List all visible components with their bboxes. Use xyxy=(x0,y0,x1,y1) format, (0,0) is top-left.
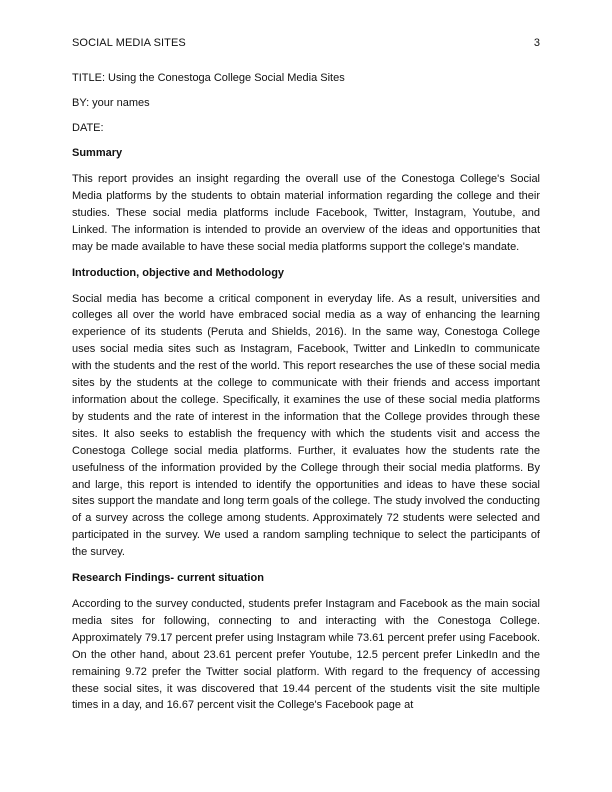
research-findings-paragraph: According to the survey conducted, students prefer Instagram and Facebook as the main social media sites for following, connecting to and interacting with the Conestoga College. Approximately 79.17 percent prefer using Instagram while 73.61 percent prefer using Facebook. On the other hand, about 23.61 percent prefer Youtube, 12.5 percent prefer LinkedIn and the remaining 9.72 prefer the Twitter social platform. With regard to the frequency of accessing these social sites, it was discovered that 19.44 percent of the students visit the site multiple times in a day, and 16.67 percent visit the College's Facebook page at xyxy=(72,598,540,712)
summary-paragraph: This report provides an insight regarding the overall use of the Conestoga College's Social Media platforms by the students to obtain material information regarding the college and their studies. These social media platforms include Facebook, Twitter, Instagram, Youtube, and Linked. The information is intended to provide an overview of the ideas and opportunities that may be made available to have these social media platforms support the college's mandate. xyxy=(72,173,540,253)
date-line: DATE: xyxy=(72,122,104,134)
page-number: 3 xyxy=(533,37,540,49)
summary-heading: Summary xyxy=(72,147,123,159)
introduction-paragraph: Social media has become a critical component in everyday life. As a result, universities and colleges all over the world have embraced social media as a way of enhancing the learning experience of its students (Peruta and Shields, 2016). In the same way, Conestoga College uses social media sites such as Instagram, Facebook, Twitter and LinkedIn to communicate with the students and the rest of the world. This report researches the use of these social media sites by the students at the college to communicate with their friends and access important information about the college. Specifically, it examines the use of these social media platforms by students and the rate of interest in the information that the College provides through these sites. It also seeks to establish the frequency with which the students visit and access the Conestoga College social media platforms. Further, it evaluates how the students rate the usefulness of the information provided by the College through their social media platforms. By and large, this report is intended to identify the opportunities and ideas to have these social sites support the mandate and long term goals of the college. The study involved the conducting of a survey across the college among students. Approximately 72 students were selected and participated in the survey. We used a random sampling technique to select the participants of the survey. xyxy=(72,292,540,559)
research-findings-heading: Research Findings- current situation xyxy=(72,572,264,585)
running-head: SOCIAL MEDIA SITES xyxy=(72,37,186,49)
document-body xyxy=(72,71,540,722)
introduction-heading: Introduction, objective and Methodology xyxy=(72,266,285,279)
title-line: TITLE: Using the Conestoga College Social Media Sites xyxy=(72,72,345,84)
author-line: BY: your names xyxy=(72,97,150,109)
